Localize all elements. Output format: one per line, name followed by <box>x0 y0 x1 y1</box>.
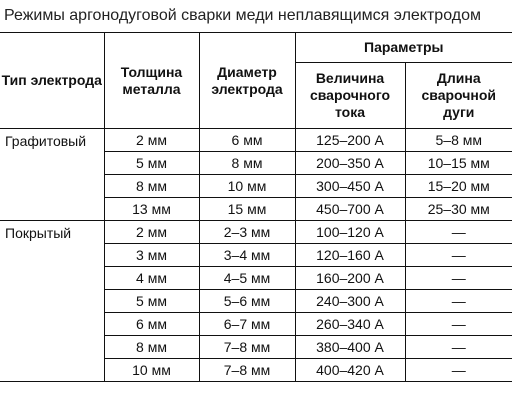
current-cell: 450–700 А <box>295 198 405 221</box>
header-current: Величина сварочного тока <box>295 63 405 129</box>
thickness-cell: 8 мм <box>104 336 199 359</box>
diameter-cell: 6 мм <box>199 129 295 152</box>
current-cell: 200–350 А <box>295 152 405 175</box>
diameter-cell: 2–3 мм <box>199 221 295 244</box>
header-arc-length: Длина сварочной дуги <box>405 63 512 129</box>
arc-length-cell: 25–30 мм <box>405 198 512 221</box>
header-type: Тип электрода <box>0 33 104 129</box>
arc-length-cell: 15–20 мм <box>405 175 512 198</box>
arc-length-cell: 5–8 мм <box>405 129 512 152</box>
thickness-cell: 13 мм <box>104 198 199 221</box>
thickness-cell: 6 мм <box>104 313 199 336</box>
header-parameters: Параметры <box>295 33 512 63</box>
arc-length-cell: — <box>405 290 512 313</box>
diameter-cell: 15 мм <box>199 198 295 221</box>
electrode-type-cell: Графитовый <box>0 129 104 221</box>
table-row <box>0 221 512 244</box>
diameter-cell: 8 мм <box>199 152 295 175</box>
current-cell: 100–120 А <box>295 221 405 244</box>
arc-length-cell: — <box>405 313 512 336</box>
thickness-cell: 5 мм <box>104 152 199 175</box>
diameter-cell: 5–6 мм <box>199 290 295 313</box>
current-cell: 120–160 А <box>295 244 405 267</box>
table-row <box>0 129 512 152</box>
thickness-cell: 10 мм <box>104 359 199 382</box>
diameter-cell: 3–4 мм <box>199 244 295 267</box>
welding-modes-table <box>0 32 512 382</box>
current-cell: 380–400 А <box>295 336 405 359</box>
current-cell: 260–340 А <box>295 313 405 336</box>
current-cell: 300–450 А <box>295 175 405 198</box>
arc-length-cell: — <box>405 244 512 267</box>
diameter-cell: 6–7 мм <box>199 313 295 336</box>
thickness-cell: 3 мм <box>104 244 199 267</box>
arc-length-cell: — <box>405 267 512 290</box>
thickness-cell: 2 мм <box>104 221 199 244</box>
diameter-cell: 7–8 мм <box>199 336 295 359</box>
diameter-cell: 10 мм <box>199 175 295 198</box>
current-cell: 240–300 А <box>295 290 405 313</box>
page-title: Режимы аргонодуговой сварки меди неплавящимся электродом <box>4 7 481 24</box>
arc-length-cell: — <box>405 221 512 244</box>
diameter-cell: 7–8 мм <box>199 359 295 382</box>
header-diameter: Диаметр электрода <box>199 33 295 129</box>
thickness-cell: 4 мм <box>104 267 199 290</box>
thickness-cell: 2 мм <box>104 129 199 152</box>
current-cell: 400–420 А <box>295 359 405 382</box>
current-cell: 160–200 А <box>295 267 405 290</box>
electrode-type-cell: Покрытый <box>0 221 104 382</box>
thickness-cell: 8 мм <box>104 175 199 198</box>
arc-length-cell: 10–15 мм <box>405 152 512 175</box>
arc-length-cell: — <box>405 336 512 359</box>
current-cell: 125–200 А <box>295 129 405 152</box>
diameter-cell: 4–5 мм <box>199 267 295 290</box>
thickness-cell: 5 мм <box>104 290 199 313</box>
arc-length-cell: — <box>405 359 512 382</box>
header-thickness: Толщина металла <box>104 33 199 129</box>
